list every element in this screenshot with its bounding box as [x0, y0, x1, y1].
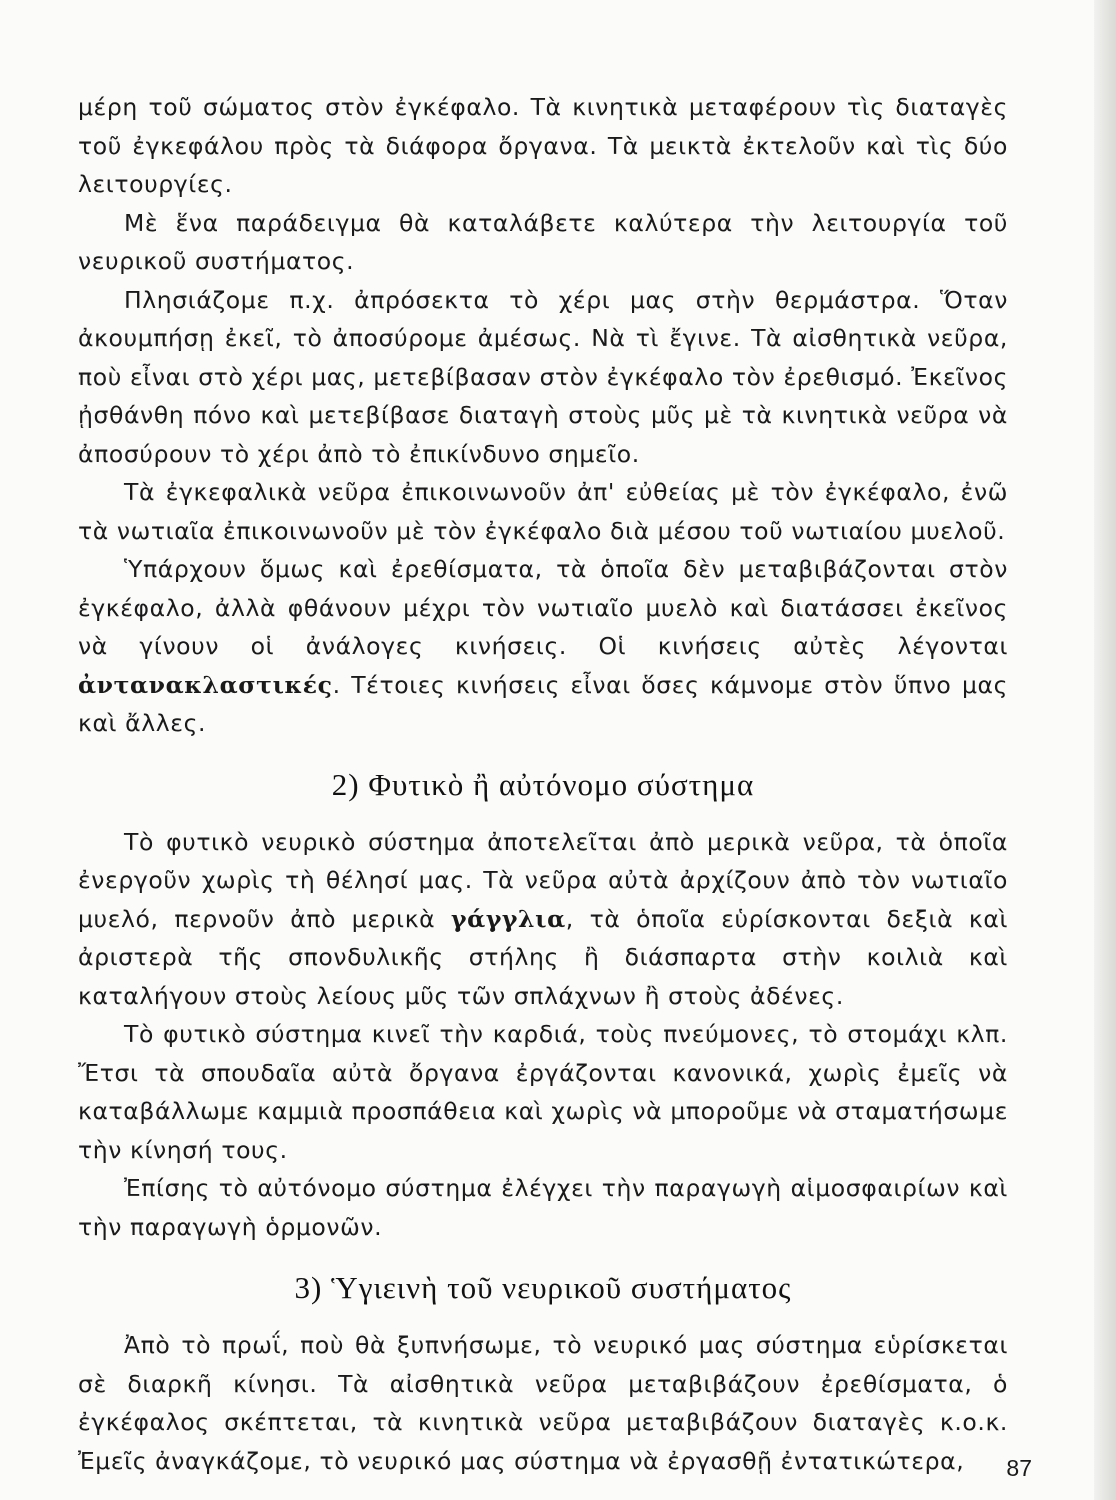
page-number: 87: [1006, 1455, 1032, 1481]
reflex-term: ἀντανακλαστικές: [78, 670, 333, 699]
autonomic-text-start: Τὸ φυτικὸ νευρικὸ σύστημα ἀποτελεῖται ἀπὸ μερικὰ νεῦρα, τὰ ὁποῖα ἐνεργοῦν χωρὶς τὴ θέλησί μας. Τὰ νεῦρα αὐτὰ ἀρχίζουν ἀπὸ τὸν νωτιαῖο μυελό, περνοῦν ἀπὸ μερικὰ: [78, 827, 1008, 933]
reflex-text-end: . Τέτοιες κινήσεις εἶναι ὅσες κάμνομε στὸν ὕπνο μας καὶ ἄλλες.: [78, 670, 1008, 737]
paragraph-autonomic-def: [78, 823, 1008, 1016]
paragraph-cranial-spinal: Τὰ ἐγκεφαλικὰ νεῦρα ἐπικοινωνοῦν ἀπ' εὐθείας μὲ τὸν ἐγκέφαλο, ἐνῶ τὰ νωτιαῖα ἐπικοινωνοῦν μὲ τὸν ἐγκέφαλο διὰ μέσου τοῦ νωτιαίου μυελοῦ.: [78, 478, 1008, 545]
paragraph-autonomic-blood: Ἐπίσης τὸ αὐτόνομο σύστημα ἐλέγχει τὴν παραγωγὴ αἱμοσφαιρίων καὶ τὴν παραγωγὴ ὁρμονῶν.: [78, 1174, 1008, 1241]
paragraph-hygiene: Ἀπὸ τὸ πρωΐ, ποὺ θὰ ξυπνήσωμε, τὸ νευρικό μας σύστημα εὑρίσκεται σὲ διαρκῆ κίνησι. Τὰ αἰσθητικὰ νεῦρα μεταβιβάζουν ἐρεθίσματα, ὁ ἐγκέφαλος σκέπτεται, τὰ κινητικὰ νεῦρα μεταβιβάζουν διαταγὲς κ.ο.κ. Ἐμεῖς ἀναγκάζομε, τὸ νευρικό μας σύστημα νὰ ἐργασθῇ ἐντατικώτερα,: [78, 1331, 1008, 1475]
section-heading-hygiene: 3) Ὑγιεινὴ τοῦ νευρικοῦ συστήματος: [294, 1270, 792, 1305]
paragraph-autonomic-organs: Τὸ φυτικὸ σύστημα κινεῖ τὴν καρδιά, τοὺς πνεύμονες, τὸ στομάχι κλπ. Ἔτσι τὰ σπουδαῖα αὐτὰ ὄργανα ἐργάζονται κανονικά, χωρὶς ἐμεῖς νὰ καταβάλλωμε καμμιὰ προσπάθεια καὶ χωρὶς νὰ μποροῦμε νὰ σταματήσωμε τὴν κίνησή τους.: [78, 1020, 1008, 1164]
section-heading-autonomic: 2) Φυτικὸ ἢ αὐτόνομο σύστημα: [331, 766, 755, 802]
autonomic-text-end: , τὰ ὁποῖα εὑρίσκονται δεξιὰ καὶ ἀριστερὰ τῆς σπονδυλικῆς στήλης ἢ διάσπαρτα στὴν κοιλιὰ καὶ καταλήγουν στοὺς λείους μῦς τῶν σπλάχνων ἢ στοὺς ἀδένες.: [78, 904, 1009, 1010]
paragraph-stove-example: Πλησιάζομε π.χ. ἀπρόσεκτα τὸ χέρι μας στὴν θερμάστρα. Ὅταν ἀκουμπήσῃ ἐκεῖ, τὸ ἀποσύρομε ἀμέσως. Νὰ τὶ ἔγινε. Τὰ αἰσθητικὰ νεῦρα, ποὺ εἶναι στὸ χέρι μας, μετεβίβασαν στὸν ἐγκέφαλο τὸν ἐρεθισμό. Ἐκεῖνος ᾐσθάνθη πόνο καὶ μετεβίβασε διαταγὴ στοὺς μῦς μὲ τὰ κινητικὰ νεῦρα νὰ ἀποσύρουν τὸ χέρι ἀπὸ τὸ ἐπικίνδυνο σημεῖο.: [78, 285, 1008, 468]
paragraph-example-intro: Μὲ ἕνα παράδειγμα θὰ καταλάβετε καλύτερα τὴν λειτουργία τοῦ νευρικοῦ συστήματος.: [78, 208, 1008, 275]
paragraph-continuation: μέρη τοῦ σώματος στὸν ἐγκέφαλο. Τὰ κινητικὰ μεταφέρουν τὶς διαταγὲς τοῦ ἐγκεφάλου πρὸς τὰ διάφορα ὄργανα. Τὰ μεικτὰ ἐκτελοῦν καὶ τὶς δύο λειτουργίες.: [78, 93, 1008, 198]
ganglia-term: γάγγλια: [451, 904, 566, 933]
page-body: [78, 88, 1008, 1480]
paragraph-reflexes: [78, 550, 1008, 743]
scan-edge: [1094, 0, 1116, 1500]
reflex-text-start: Ὑπάρχουν ὅμως καὶ ἐρεθίσματα, τὰ ὁποῖα δὲν μεταβιβάζονται στὸν ἐγκέφαλο, ἀλλὰ φθάνουν μέχρι τὸν νωτιαῖο μυελὸ καὶ διατάσσει ἐκεῖνος νὰ γίνουν οἱ ἀνάλογες κινήσεις. Οἱ κινήσεις αὐτὲς λέγονται: [78, 555, 1008, 660]
